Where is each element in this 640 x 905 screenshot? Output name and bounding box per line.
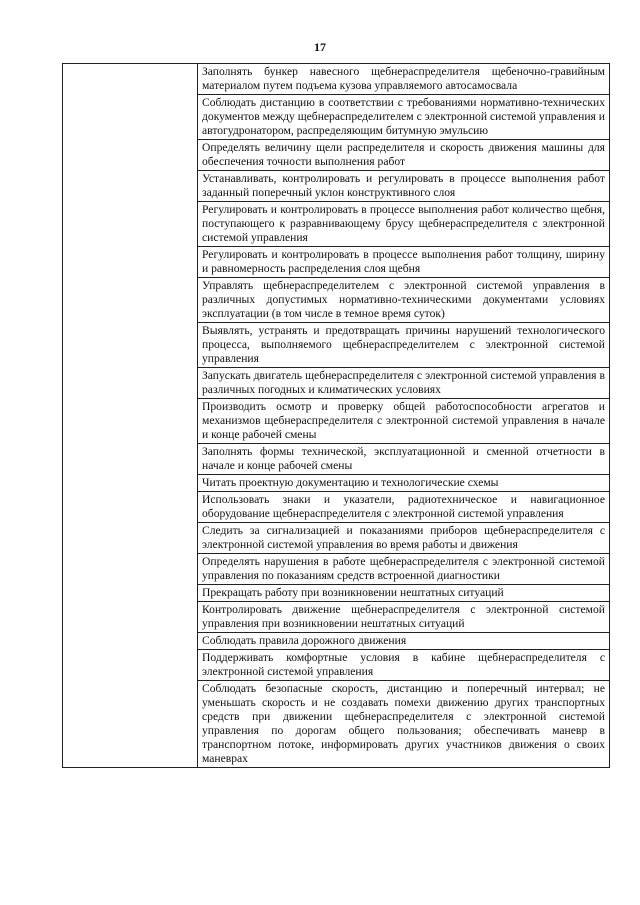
table-cell [198, 247, 610, 278]
cell-text: Управлять щебнераспределителем с электронной системой управления в различных допустимых нормативно-техническими документами условиях эксплуатации (в том числе в темное время суток) [202, 279, 605, 320]
cell-text: Регулировать и контролировать в процессе выполнения работ толщину, ширину и равномерность распределения слоя щебня [202, 248, 605, 275]
table-cell [198, 171, 610, 202]
table-cell [198, 650, 610, 681]
table-row [63, 64, 610, 95]
cell-text: Регулировать и контролировать в процессе выполнения работ количество щебня, поступающего к разравнивающему брусу щебнераспределителя с электронной системой управления [202, 203, 605, 244]
table-cell [198, 475, 610, 492]
cell-text: Читать проектную документацию и технологические схемы [202, 476, 499, 489]
cell-text: Соблюдать безопасные скорость, дистанцию и поперечный интервал; не уменьшать скорость и не создавать помехи движению других транспортных средств при движении щебнераспределителя с электронной системой управления по дорогам общего пользования; обеспечивать маневр в транспортном потоке, информировать других участников движения о своих маневрах [202, 682, 605, 765]
table-cell [198, 140, 610, 171]
table-cell [198, 278, 610, 323]
cell-text: Соблюдать дистанцию в соответствии с требованиями нормативно-технических документов между щебнераспределителем с электронной системой управления и автогудронатором, распределяющим битумную эмульсию [202, 96, 605, 137]
cell-text: Поддерживать комфортные условия в кабине щебнераспределителя с электронной системой управления [202, 651, 605, 678]
cell-text: Запускать двигатель щебнераспределителя с электронной системой управления в различных погодных и климатических условиях [202, 369, 605, 396]
cell-text: Контролировать движение щебнераспределителя с электронной системой управления при возникновении нештатных ситуаций [202, 603, 605, 630]
table-cell [198, 681, 610, 768]
table-cell [198, 64, 610, 95]
cell-text: Заполнять формы технической, эксплуатационной и сменной отчетности в начале и конце рабочей смены [202, 445, 605, 472]
table-cell [198, 368, 610, 399]
table-cell [198, 554, 610, 585]
cell-text: Определять нарушения в работе щебнераспределителя с электронной системой управления по показаниям средств встроенной диагностики [202, 555, 605, 582]
table-cell [198, 95, 610, 140]
table-cell [198, 444, 610, 475]
table-cell [198, 523, 610, 554]
table-cell [198, 633, 610, 650]
cell-text: Производить осмотр и проверку общей работоспособности агрегатов и механизмов щебнераспределителя с электронной системой управления в начале и конце рабочей смены [202, 400, 605, 441]
cell-text: Использовать знаки и указатели, радиотехническое и навигационное оборудование щебнераспределителя с электронной системой управления [202, 493, 605, 520]
table-cell [198, 399, 610, 444]
cell-text: Прекращать работу при возникновении нештатных ситуаций [202, 586, 504, 599]
table-cell [198, 202, 610, 247]
skills-table [62, 63, 610, 768]
cell-text: Выявлять, устранять и предотвращать причины нарушений технологического процесса, выполняемого щебнераспределителем с электронной системой управления [202, 324, 605, 365]
cell-text: Заполнять бункер навесного щебнераспределителя щебеночно-гравийным материалом путем подъема кузова управляемого автосамосвала [202, 65, 605, 92]
table-cell [198, 323, 610, 368]
cell-text: Определять величину щели распределителя и скорость движения машины для обеспечения точности выполнения работ [202, 141, 605, 168]
left-column-cell [63, 64, 198, 768]
table-cell [198, 585, 610, 602]
cell-text: Устанавливать, контролировать и регулировать в процессе выполнения работ заданный поперечный уклон конструктивного слоя [202, 172, 605, 199]
cell-text: Следить за сигнализацией и показаниями приборов щебнераспределителя с электронной системой управления во время работы и движения [202, 524, 605, 551]
cell-text: Соблюдать правила дорожного движения [202, 634, 407, 647]
page-number: 17 [314, 40, 326, 54]
table-cell [198, 602, 610, 633]
table-cell [198, 492, 610, 523]
